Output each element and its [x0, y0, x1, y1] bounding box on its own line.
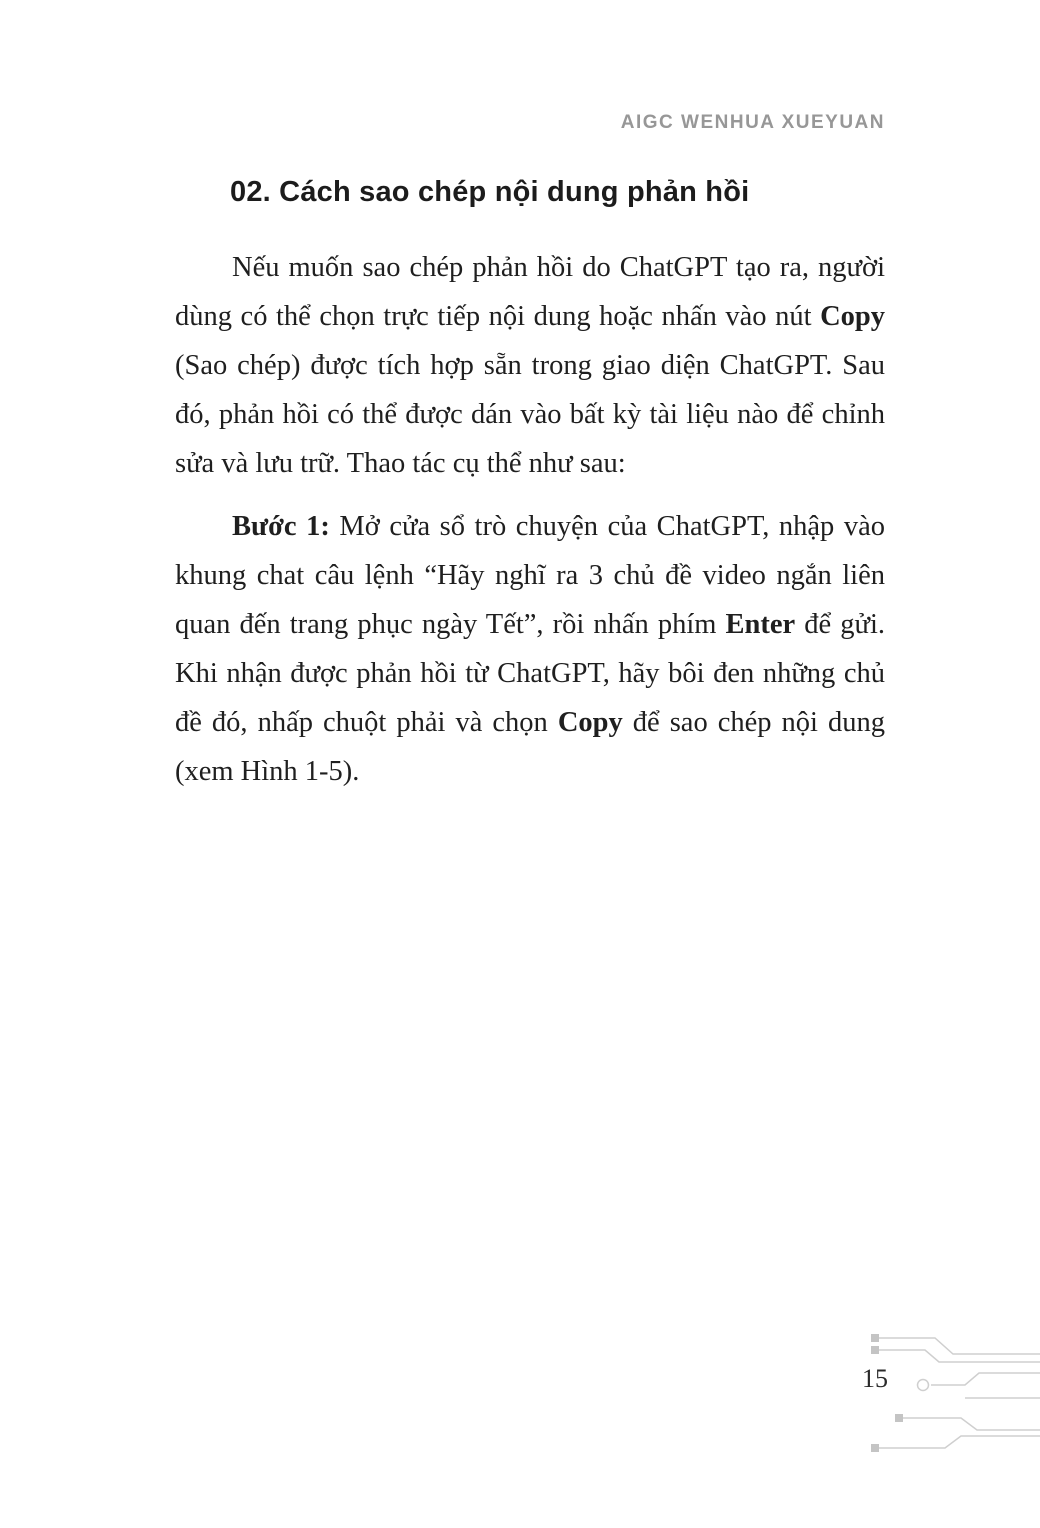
page-content	[175, 176, 885, 810]
page-number: 15	[862, 1364, 888, 1393]
running-header: AIGC WENHUA XUEYUAN	[620, 112, 885, 133]
text-run-bold-copy: Copy	[557, 707, 623, 738]
text-run: Mở cửa sổ trò chuyện của ChatGPT, nhập vào khung chat câu lệnh “Hãy nghĩ ra 3 chủ đề video ngắn liên quan đến trang phục ngày Tết”, rồi nhấn phím	[175, 511, 885, 640]
paragraph-step-1	[175, 502, 885, 796]
text-run: (Sao chép) được tích hợp sẵn trong giao diện ChatGPT. Sau đó, phản hồi có thể được dán vào bất kỳ tài liệu nào để chỉnh sửa và lưu trữ. Thao tác cụ thể như sau:	[175, 350, 885, 479]
text-run-bold-enter: Enter	[725, 609, 796, 640]
circuit-decoration-icon	[865, 1328, 1040, 1468]
text-run: để sao chép nội dung (xem Hình 1-5).	[175, 707, 886, 787]
section-heading: 02. Cách sao chép nội dung phản hồi	[230, 176, 750, 208]
paragraph-intro	[175, 243, 885, 488]
text-run-bold-copy: Copy	[820, 301, 885, 332]
text-run: để gửi. Khi nhận được phản hồi từ ChatGPT, hãy bôi đen những chủ đề đó, nhấp chuột phải và chọn	[175, 609, 885, 738]
text-run-bold-step: Bước 1:	[232, 511, 330, 542]
text-run: Nếu muốn sao chép phản hồi do ChatGPT tạo ra, người dùng có thể chọn trực tiếp nội dung hoặc nhấn vào nút	[175, 252, 885, 332]
